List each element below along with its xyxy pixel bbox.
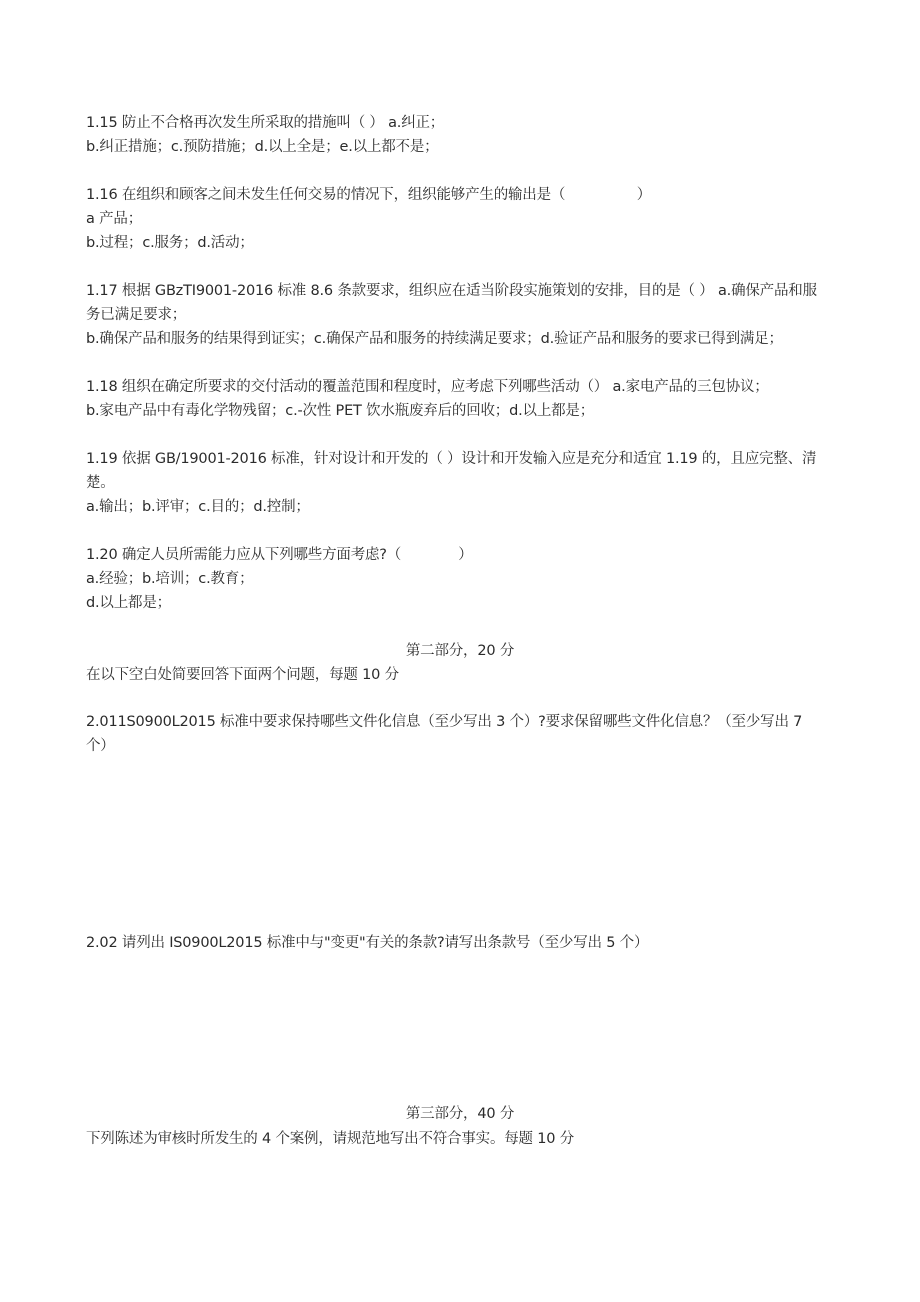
question-1-18-options: b.家电产品中有毒化学物残留；c.-次性 PET 饮水瓶废弃后的回收；d.以上都是； (86, 403, 595, 419)
question-2-01-line-2: 个） (86, 738, 115, 754)
question-1-15-line-1: 1.15 防止不合格再次发生所采取的措施叫（ ） a.纠正； (86, 115, 445, 131)
question-1-17-line-2: 务已满足要求； (86, 307, 187, 323)
question-1-19-options: a.输出；b.评审；c.目的；d.控制； (86, 499, 310, 515)
question-1-19-line-1: 1.19 依据 GB/19001-2016 标准，针对设计和开发的（ ）设计和开发输入应是充分和适宜 1.19 的，且应完整、清 (86, 451, 817, 467)
question-1-20-line-1: 1.20 确定人员所需能力应从下列哪些方面考虑?（ ） (86, 547, 473, 563)
part-2-heading: 第二部分，20 分 (405, 643, 515, 659)
question-2-02: 2.02 请列出 IS0900L2015 标准中与"变更"有关的条款?请写出条款号（至少写出 5 个） (86, 935, 649, 951)
part-3-intro: 下列陈述为审核时所发生的 4 个案例，请规范地写出不符合事实。每题 10 分 (86, 1131, 575, 1147)
question-1-20-options: a.经验；b.培训；c.教育； (86, 571, 254, 587)
question-1-18-line-1: 1.18 组织在确定所要求的交付活动的覆盖范围和程度时，应考虑下列哪些活动（） a.家电产品的三包协议； (86, 379, 769, 395)
question-1-16-line-1: 1.16 在组织和顾客之间未发生任何交易的情况下，组织能够产生的输出是（ ） (86, 187, 651, 203)
question-1-17-line-1: 1.17 根据 GBzTI9001-2016 标准 8.6 条款要求，组织应在适当阶段实施策划的安排，目的是（ ） a.确保产品和服 (86, 283, 817, 299)
question-1-16-options: b.过程；c.服务；d.活动； (86, 235, 254, 251)
question-1-20-option-d: d.以上都是； (86, 595, 171, 611)
question-1-19-line-2: 楚。 (86, 475, 115, 491)
part-2-intro: 在以下空白处简要回答下面两个问题，每题 10 分 (86, 667, 399, 683)
question-1-16-option-a: a 产品； (86, 211, 142, 227)
question-1-15-options: b.纠正措施；c.预防措施；d.以上全是；e.以上都不是； (86, 139, 439, 155)
question-2-01-line-1: 2.011S0900L2015 标准中要求保持哪些文件化信息（至少写出 3 个）?要求保留哪些文件化信息？（至少写出 7 (86, 714, 803, 730)
part-3-heading: 第三部分，40 分 (405, 1106, 515, 1122)
question-1-17-options: b.确保产品和服务的结果得到证实；c.确保产品和服务的持续满足要求；d.验证产品和服务的要求已得到满足； (86, 331, 783, 347)
